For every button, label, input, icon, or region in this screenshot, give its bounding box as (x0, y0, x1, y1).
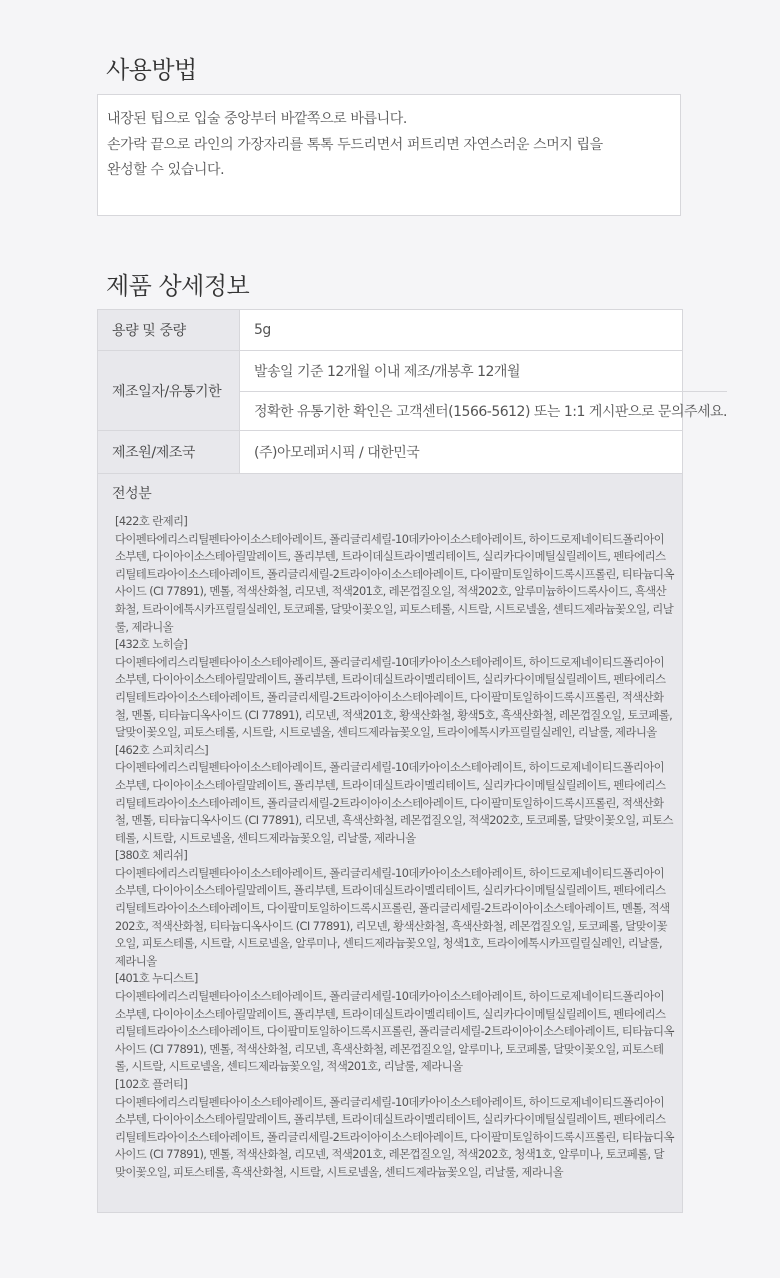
shade-ingredient-text: 다이펜타에리스리틸펜타아이소스테아레이트, 폴리글리세릴-10데카아이소스테아레이트, 하이드로제네이티드폴리아이소부텐, 다이아이소스테아릴말레이트, 폴리부텐, 트라이데실트라이멜리테이트, 실리카다이메틸실릴레이트, 펜타에리스리틸테트라아이소스테아레이트, 폴리글리세릴-2트라이아이소스테아레이트, 다이팔미토일하이드록시프롤린, 티타늄디옥사이드 (CI 77891), 멘톨, 적색산화철, 리모넨, 적색201호, 레몬껍질오일, 적색202호, 알루미늄하이드록사이드, 흑색산화철, 트라이에톡시카프릴릴실레인, 토코페롤, 달맞이꽃오일, 피토스테롤, 시트랄, 시트로넬올, 센티드제라늄꽃오일, 리날룰, 제라니올 (115, 531, 674, 634)
ingredients-title: 전성분 (112, 486, 152, 502)
usage-section-title: 사용방법 (106, 56, 197, 84)
usage-description-box (97, 94, 681, 216)
shade-name: [462호 스피치리스] (115, 742, 209, 757)
table-row-volume (98, 310, 682, 351)
row-label: 용량 및 중량 (98, 310, 240, 350)
shade-name: [102호 플러티] (115, 1077, 188, 1091)
shade-ingredients (115, 513, 674, 636)
row-value-note: 정확한 유통기한 확인은 고객센터(1566-5612) 또는 1:1 게시판으로 문의주세요. (240, 391, 727, 430)
shade-name: [380호 체리쉬] (115, 848, 188, 863)
product-detail-table (97, 309, 727, 1213)
shade-ingredients (115, 1076, 674, 1182)
shade-ingredients (115, 636, 674, 742)
row-label: 제조원/제조국 (98, 431, 240, 473)
row-value: 발송일 기준 12개월 이내 제조/개봉후 12개월 (254, 364, 520, 380)
usage-line: 내장된 팁으로 입술 중앙부터 바깥쪽으로 바릅니다. (107, 111, 407, 127)
ingredients-list (112, 513, 674, 1182)
shade-ingredient-text: 다이펜타에리스리틸펜타아이소스테아레이트, 폴리글리세릴-10데카아이소스테아레이트, 하이드로제네이티드폴리아이소부텐, 다이아이소스테아릴말레이트, 폴리부텐, 트라이데실트라이멜리테이트, 실리카다이메틸실릴레이트, 펜타에리스리틸테트라아이소스테아레이트, 폴리글리세릴-2트라이아이소스테아레이트, 다이팔미토일하이드록시프롤린, 적색산화철, 멘톨, 티타늄디옥사이드 (CI 77891), 리모넨, 적색201호, 황색산화철, 황색5호, 흑색산화철, 레몬껍질오일, 토코페롤, 달맞이꽃오일, 피토스테롤, 시트랄, 시트로넬올, 센티드제라늄꽃오일, 트라이에톡시카프릴릴실레인, 리날룰, 제라니올 (115, 654, 673, 740)
row-value: (주)아모레퍼시픽 / 대한민국 (254, 445, 420, 461)
shade-name: [401호 누디스트] (115, 971, 198, 986)
shade-name: [422호 란제리] (115, 514, 188, 528)
shade-name: [432호 노히슬] (115, 637, 188, 652)
table-row-expiry (98, 351, 727, 431)
shade-ingredient-text: 다이펜타에리스리틸펜타아이소스테아레이트, 폴리글리세릴-10데카아이소스테아레이트, 하이드로제네이티드폴리아이소부텐, 다이아이소스테아릴말레이트, 폴리부텐, 트라이데실트라이멜리테이트, 실리카다이메틸실릴레이트, 펜타에리스리틸테트라아이소스테아레이트, 다이팔미토일하이드록시프롤린, 폴리글리세릴-2트라이아이소스테아레이트, 티타늄디옥사이드 (CI 77891), 멘톨, 적색산화철, 리모넨, 흑색산화철, 레몬껍질오일, 알루미나, 토코페롤, 달맞이꽃오일, 피토스테롤, 시트랄, 시트로넬올, 센티드제라늄꽃오일, 적색201호, 리날룰, 제라니올 (115, 989, 674, 1074)
shade-ingredients (115, 742, 674, 848)
detail-section-title: 제품 상세정보 (106, 272, 250, 300)
usage-line: 완성할 수 있습니다. (107, 162, 225, 178)
row-value: 5g (254, 322, 271, 338)
row-label: 제조일자/유통기한 (98, 351, 240, 430)
usage-line: 손가락 끝으로 라인의 가장자리를 톡톡 두드리면서 퍼트리면 자연스러운 스머지 립을 (107, 136, 603, 153)
ingredients-section (98, 474, 682, 1212)
shade-ingredients (115, 970, 674, 1076)
shade-ingredient-text: 다이펜타에리스리틸펜타아이소스테아레이트, 폴리글리세릴-10데카아이소스테아레이트, 하이드로제네이티드폴리아이소부텐, 다이아이소스테아릴말레이트, 폴리부텐, 트라이데실트라이멜리테이트, 실리카다이메틸실릴레이트, 펜타에리스리틸테트라아이소스테아레이트, 폴리글리세릴-2트라이아이소스테아레이트, 다이팔미토일하이드록시프롤린, 적색산화철, 멘톨, 티타늄디옥사이드 (CI 77891), 리모넨, 흑색산화철, 레몬껍질오일, 적색202호, 토코페롤, 달맞이꽃오일, 피토스테롤, 시트랄, 시트로넬올, 센티드제라늄꽃오일, 리날룰, 제라니올 (115, 760, 673, 845)
table-row-manufacturer (98, 431, 682, 474)
shade-ingredient-text: 다이펜타에리스리틸펜타아이소스테아레이트, 폴리글리세릴-10데카아이소스테아레이트, 하이드로제네이티드폴리아이소부텐, 다이아이소스테아릴말레이트, 폴리부텐, 트라이데실트라이멜리테이트, 실리카다이메틸실릴레이트, 펜타에리스리틸테트라아이소스테아레이트, 다이팔미토일하이드록시프롤린, 폴리글리세릴-2트라이아이소스테아레이트, 멘톨, 적색202호, 적색산화철, 티타늄디옥사이드 (CI 77891), 리모넨, 황색산화철, 흑색산화철, 레몬껍질오일, 토코페롤, 달맞이꽃오일, 피토스테롤, 시트랄, 시트로넬올, 알루미나, 센티드제라늄꽃오일, 청색1호, 트라이에톡시카프릴릴실레인, 리날룰, 제라니올 (115, 865, 670, 968)
shade-ingredients (115, 847, 674, 970)
shade-ingredient-text: 다이펜타에리스리틸펜타아이소스테아레이트, 폴리글리세릴-10데카아이소스테아레이트, 하이드로제네이티드폴리아이소부텐, 다이아이소스테아릴말레이트, 폴리부텐, 트라이데실트라이멜리테이트, 실리카다이메틸실릴레이트, 펜타에리스리틸테트라아이소스테아레이트, 폴리글리세릴-2트라이아이소스테아레이트, 다이팔미토일하이드록시프롤린, 티타늄디옥사이드 (CI 77891), 멘톨, 적색산화철, 리모넨, 적색201호, 레몬껍질오일, 적색202호, 청색1호, 알루미나, 토코페롤, 달맞이꽃오일, 피토스테롤, 흑색산화철, 시트랄, 시트로넬올, 센티드제라늄꽃오일, 리날룰, 제라니올 (115, 1094, 674, 1179)
